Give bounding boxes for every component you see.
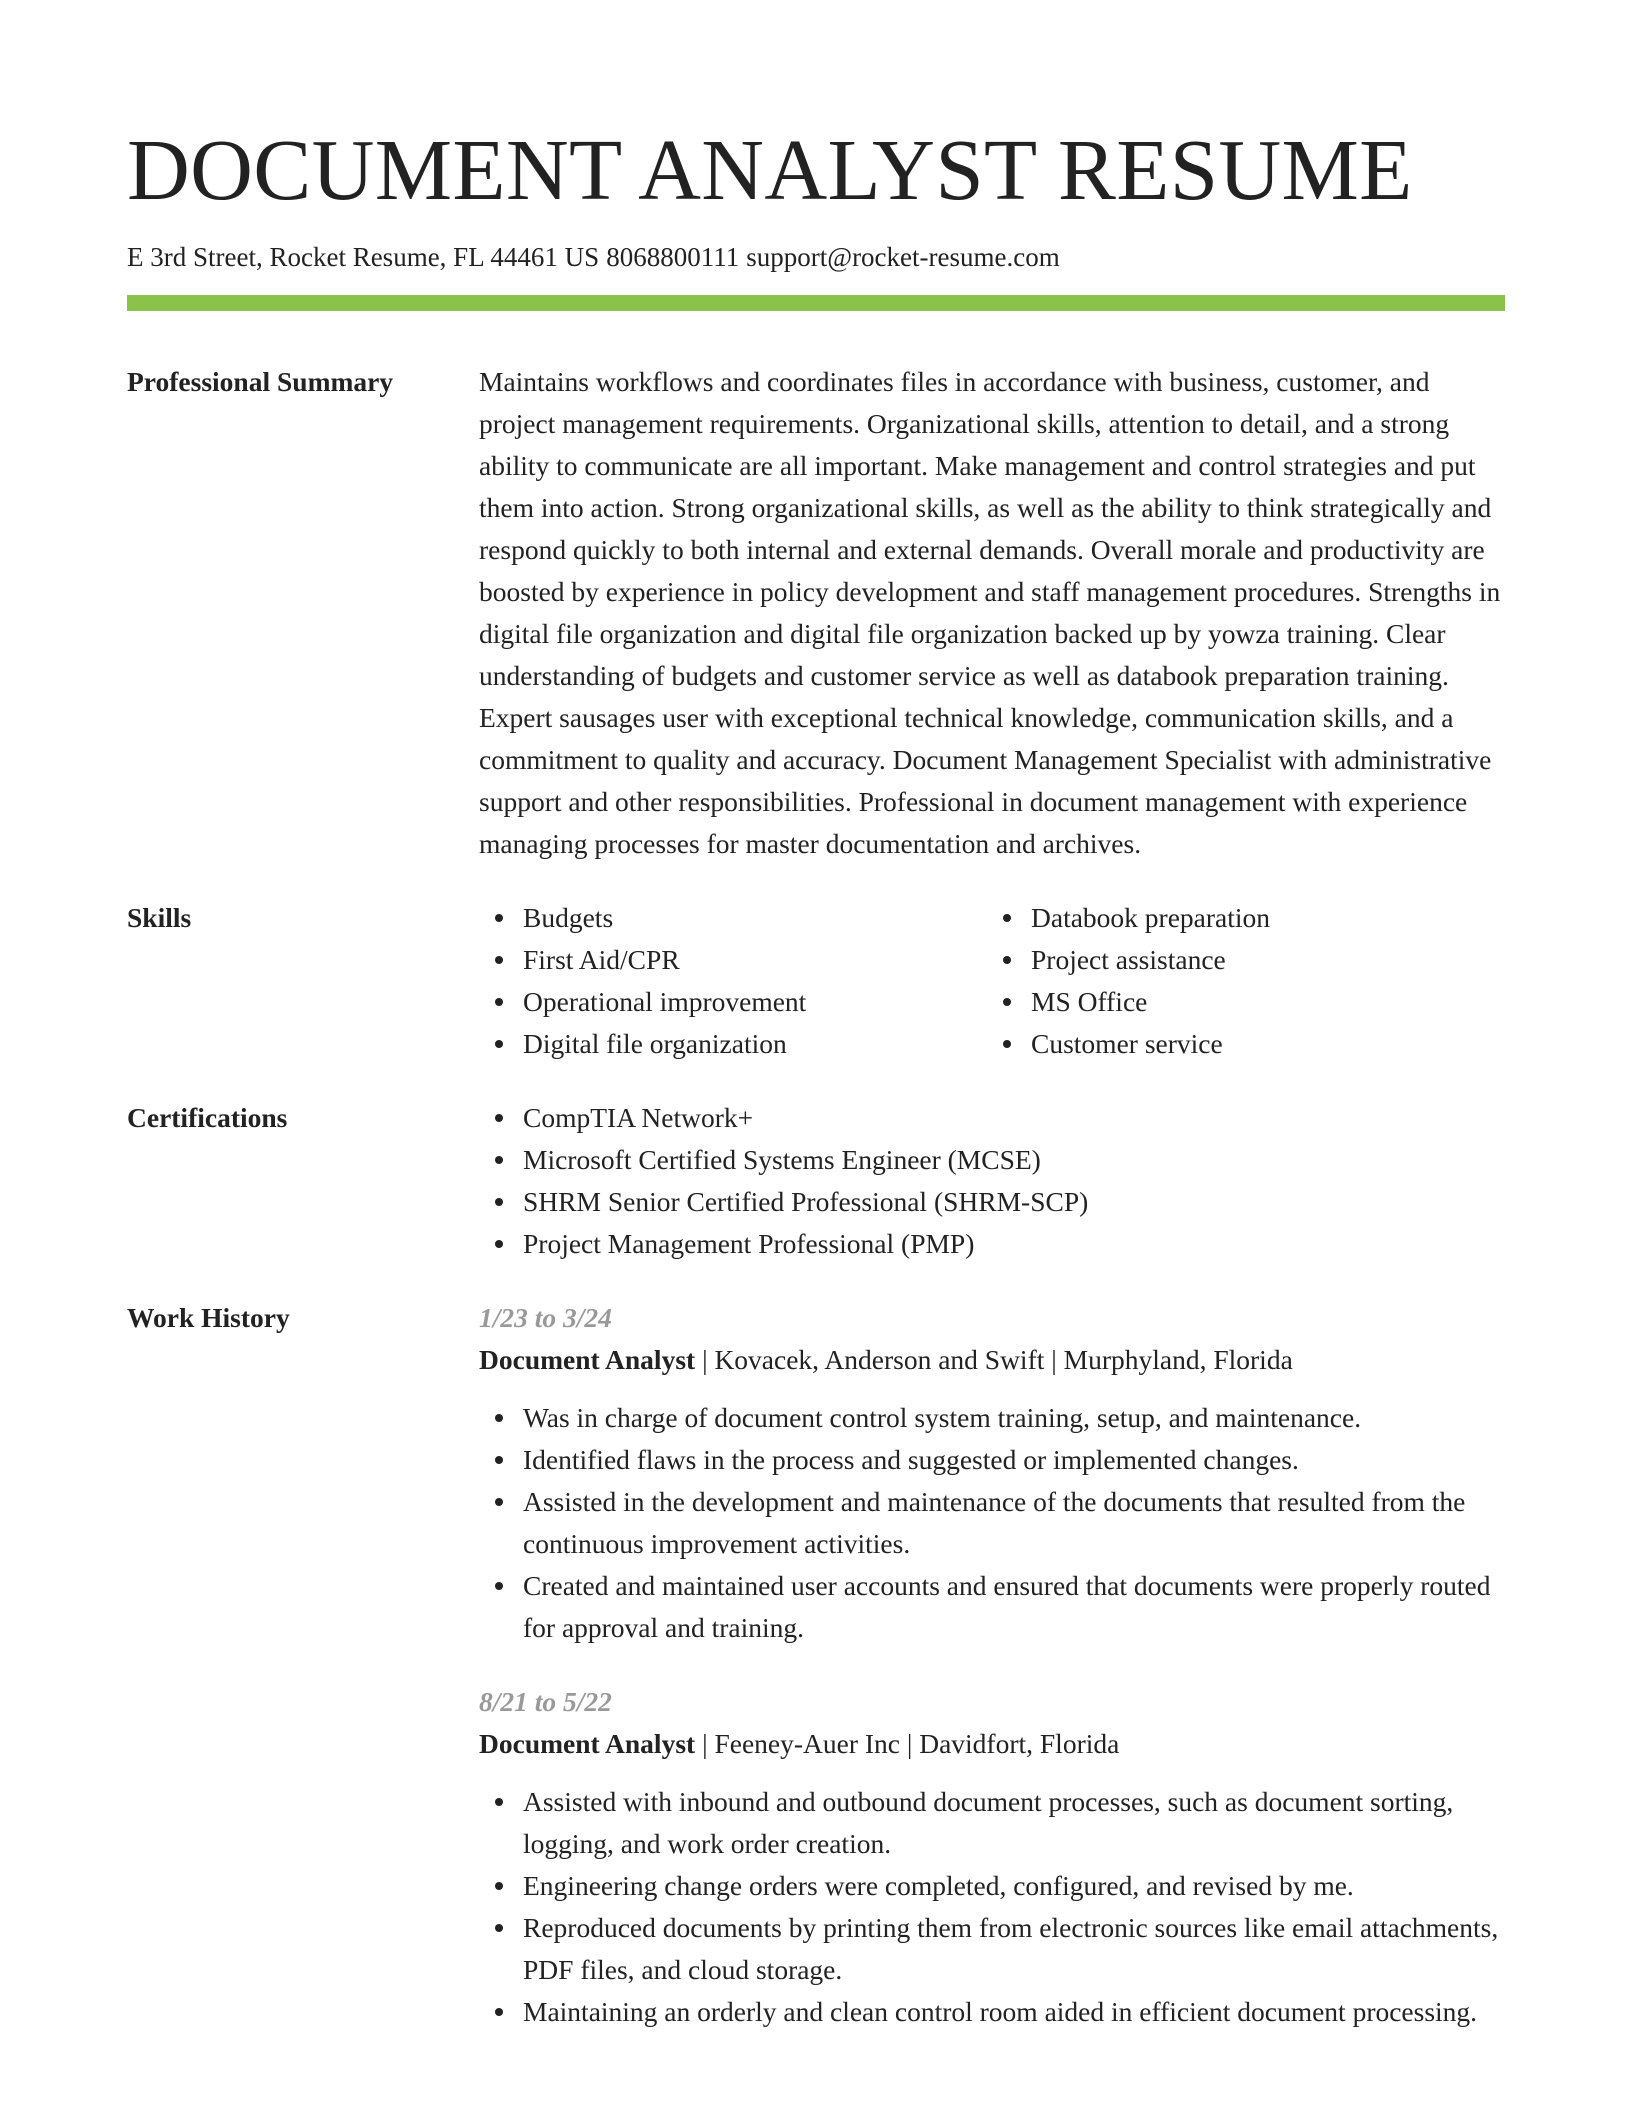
job-bullets (479, 1397, 1505, 1649)
job-bullet: Identified flaws in the process and suggested or implemented changes. (523, 1439, 1505, 1481)
certifications-body (479, 1097, 1505, 1265)
job-bullet: Reproduced documents by printing them from electronic sources like email attachments, PDF files, and cloud storage. (523, 1907, 1505, 1991)
skills-list-left (479, 897, 983, 1065)
skills-section (127, 897, 1505, 1065)
job-title: Document Analyst (479, 1344, 696, 1375)
work-history-section (127, 1297, 1505, 2033)
section-label-summary: Professional Summary (127, 366, 394, 397)
skill-item: Budgets (523, 897, 983, 939)
job-bullet: Engineering change orders were completed, configured, and revised by me. (523, 1865, 1505, 1907)
professional-summary-section (127, 361, 1505, 865)
skill-item: Operational improvement (523, 981, 983, 1023)
skill-item: First Aid/CPR (523, 939, 983, 981)
skill-item: Digital file organization (523, 1023, 983, 1065)
job-bullet: Assisted in the development and maintenance of the documents that resulted from the continuous improvement activities. (523, 1481, 1505, 1565)
job-dates: 8/21 to 5/22 (479, 1686, 612, 1717)
skill-item: Project assistance (1031, 939, 1491, 981)
header-divider (127, 295, 1505, 311)
contact-email: support@rocket-resume.com (746, 242, 1060, 272)
job-company-location: | Kovacek, Anderson and Swift | Murphyland, Florida (695, 1344, 1293, 1375)
job-bullet: Was in charge of document control system training, setup, and maintenance. (523, 1397, 1505, 1439)
job-entry (479, 1681, 1505, 2033)
certification-item: CompTIA Network+ (523, 1097, 1505, 1139)
job-bullet: Assisted with inbound and outbound document processes, such as document sorting, logging, and work order creation. (523, 1781, 1505, 1865)
job-dates: 1/23 to 3/24 (479, 1302, 612, 1333)
certification-item: Project Management Professional (PMP) (523, 1223, 1505, 1265)
skill-item: Databook preparation (1031, 897, 1491, 939)
summary-text: Maintains workflows and coordinates files in accordance with business, customer, and project management requirements. Organizational skills, attention to detail, and a strong ability to communicate are all important. Make management and control strategies and put them into action. Strong organizational skills, as well as the ability to think strategically and respond quickly to both internal and external demands. Overall morale and productivity are boosted by experience in policy development and staff management procedures. Strengths in digital file organization and digital file organization backed up by yowza training. Clear understanding of budgets and customer service as well as databook preparation training. Expert sausages user with exceptional technical knowledge, communication skills, and a commitment to quality and accuracy. Document Management Specialist with administrative support and other responsibilities. Professional in document management with experience managing processes for master documentation and archives. (479, 366, 1501, 859)
job-bullet: Maintaining an orderly and clean control room aided in efficient document processing. (523, 1991, 1505, 2033)
section-label-work-history: Work History (127, 1302, 290, 1333)
job-bullet: Created and maintained user accounts and ensured that documents were properly routed for approval and training. (523, 1565, 1505, 1649)
skills-list-right (983, 897, 1491, 1065)
skills-grid (479, 897, 1505, 1065)
section-label-skills: Skills (127, 902, 192, 933)
section-label-certifications: Certifications (127, 1102, 288, 1133)
job-bullets (479, 1781, 1505, 2033)
contact-phone: 8068800111 (606, 242, 740, 272)
job-heading (479, 1339, 1505, 1381)
job-heading (479, 1723, 1505, 1765)
job-entry (479, 1297, 1505, 1649)
certifications-list (479, 1097, 1505, 1265)
work-history-body (479, 1297, 1505, 2033)
skill-item: Customer service (1031, 1023, 1491, 1065)
contact-line (127, 240, 1505, 274)
job-title: Document Analyst (479, 1728, 696, 1759)
certification-item: Microsoft Certified Systems Engineer (MCSE) (523, 1139, 1505, 1181)
job-company-location: | Feeney-Auer Inc | Davidfort, Florida (695, 1728, 1120, 1759)
contact-address: E 3rd Street, Rocket Resume, FL 44461 US (127, 242, 600, 272)
certification-item: SHRM Senior Certified Professional (SHRM-SCP) (523, 1181, 1505, 1223)
skill-item: MS Office (1031, 981, 1491, 1023)
certifications-section (127, 1097, 1505, 1265)
page-title: DOCUMENT ANALYST RESUME (127, 121, 1413, 218)
